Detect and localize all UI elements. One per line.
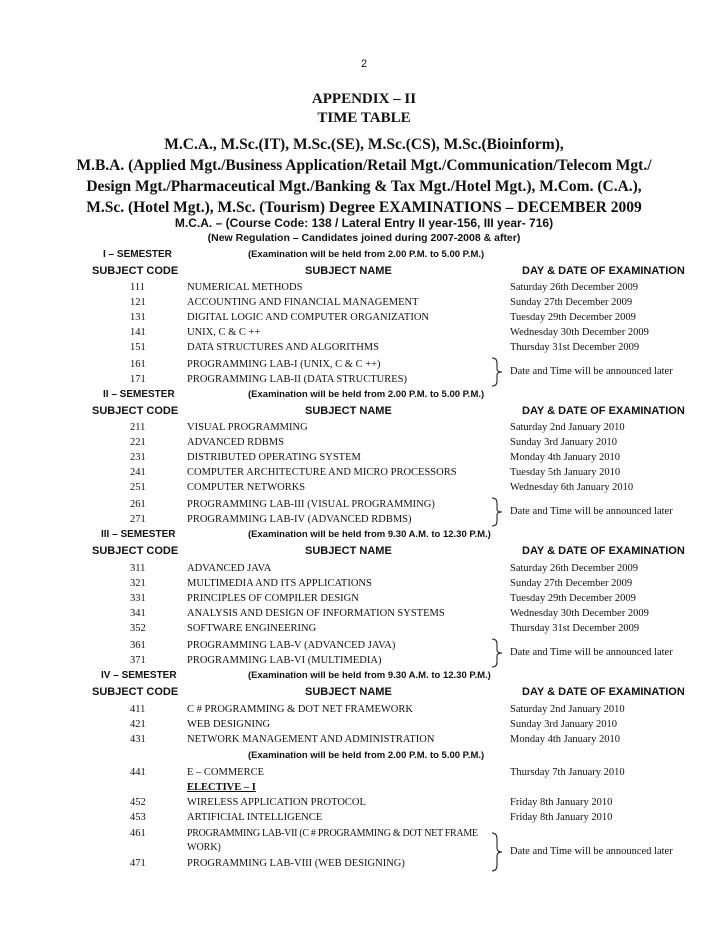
exam-date: Saturday 2nd January 2010 (510, 422, 625, 433)
subject-code: 331 (130, 593, 146, 604)
subject-name: PROGRAMMING LAB-VII (C # PROGRAMMING & DOT NET FRAME (187, 828, 478, 839)
subject-name: COMPUTER NETWORKS (187, 482, 306, 493)
subject-code: 352 (130, 623, 146, 634)
subject-name: DATA STRUCTURES AND ALGORITHMS (187, 342, 379, 353)
subject-code: 131 (130, 312, 146, 323)
exam-date: Tuesday 5th January 2010 (510, 467, 621, 478)
subject-code: 231 (130, 452, 146, 463)
subject-code: 161 (130, 359, 146, 370)
regulation-line: (New Regulation – Candidates joined during 2007-2008 & after) (207, 232, 521, 244)
semester-label: IV – SEMESTER (101, 670, 177, 681)
header-subject-name: SUBJECT NAME (305, 405, 392, 417)
exam-date: Sunday 3rd January 2010 (510, 437, 618, 448)
subject-code: 121 (130, 297, 146, 308)
subject-code: 471 (130, 858, 146, 869)
exam-date: Saturday 2nd January 2010 (510, 704, 625, 715)
subject-code: 461 (130, 828, 146, 839)
subject-name: DIGITAL LOGIC AND COMPUTER ORGANIZATION (187, 312, 430, 323)
header-subject-name: SUBJECT NAME (305, 545, 392, 557)
timetable-title: TIME TABLE (317, 110, 411, 126)
subject-name: ACCOUNTING AND FINANCIAL MANAGEMENT (187, 297, 419, 308)
header-subject-code: SUBJECT CODE (92, 265, 179, 277)
subject-code: 361 (130, 640, 146, 651)
subject-name: C # PROGRAMMING & DOT NET FRAMEWORK (187, 704, 413, 715)
exam-time-note: (Examination will be held from 2.00 P.M. to 5.00 P.M.) (248, 389, 485, 400)
exam-date: Tuesday 29th December 2009 (510, 593, 636, 604)
right-brace-icon (490, 832, 506, 872)
exam-date: Tuesday 29th December 2009 (510, 312, 636, 323)
exam-time-note: (Examination will be held from 9.30 A.M. to 12.30 P.M.) (248, 529, 491, 540)
degree-line: M.C.A., M.Sc.(IT), M.Sc.(SE), M.Sc.(CS), M.Sc.(Bioinform), (164, 136, 564, 153)
degree-line: M.Sc. (Hotel Mgt.), M.Sc. (Tourism) Degree EXAMINATIONS – DECEMBER 2009 (86, 199, 642, 216)
subject-code: 411 (130, 704, 146, 715)
subject-code: 251 (130, 482, 146, 493)
exam-date: Saturday 26th December 2009 (510, 282, 639, 293)
subject-name: PROGRAMMING LAB-V (ADVANCED JAVA) (187, 640, 396, 651)
header-exam-date: DAY & DATE OF EXAMINATION (522, 686, 685, 698)
subject-name-continued: WORK) (187, 842, 221, 853)
header-subject-code: SUBJECT CODE (92, 405, 179, 417)
exam-date: Monday 4th January 2010 (510, 734, 620, 745)
exam-time-note: (Examination will be held from 9.30 A.M. to 12.30 P.M.) (248, 670, 491, 681)
subject-name: UNIX, C & C ++ (187, 327, 261, 338)
subject-code: 261 (130, 499, 146, 510)
subject-code: 221 (130, 437, 146, 448)
semester-label: I – SEMESTER (103, 249, 172, 260)
subject-name: ADVANCED RDBMS (187, 437, 284, 448)
subject-name: ADVANCED JAVA (187, 563, 272, 574)
header-subject-name: SUBJECT NAME (305, 686, 392, 698)
header-exam-date: DAY & DATE OF EXAMINATION (522, 545, 685, 557)
subject-code: 111 (130, 282, 145, 293)
header-exam-date: DAY & DATE OF EXAMINATION (522, 405, 685, 417)
subject-name: E – COMMERCE (187, 767, 265, 778)
subject-name: MULTIMEDIA AND ITS APPLICATIONS (187, 578, 372, 589)
exam-date: Wednesday 30th December 2009 (510, 608, 649, 619)
semester-label: II – SEMESTER (103, 389, 175, 400)
header-subject-code: SUBJECT CODE (92, 545, 179, 557)
subject-name: PROGRAMMING LAB-II (DATA STRUCTURES) (187, 374, 407, 385)
subject-code: 452 (130, 797, 146, 808)
subject-code: 321 (130, 578, 146, 589)
exam-date: Thursday 31st December 2009 (510, 342, 640, 353)
subject-name: ANALYSIS AND DESIGN OF INFORMATION SYSTEMS (187, 608, 445, 619)
header-exam-date: DAY & DATE OF EXAMINATION (522, 265, 685, 277)
exam-date: Monday 4th January 2010 (510, 452, 620, 463)
header-subject-code: SUBJECT CODE (92, 686, 179, 698)
subject-name: PRINCIPLES OF COMPILER DESIGN (187, 593, 359, 604)
subject-code: 151 (130, 342, 146, 353)
subject-name: PROGRAMMING LAB-VIII (WEB DESIGNING) (187, 858, 405, 869)
exam-date: Friday 8th January 2010 (510, 797, 613, 808)
exam-date: Thursday 31st December 2009 (510, 623, 640, 634)
exam-date: Wednesday 30th December 2009 (510, 327, 649, 338)
exam-date: Friday 8th January 2010 (510, 812, 613, 823)
subject-code: 311 (130, 563, 146, 574)
right-brace-icon (490, 357, 506, 387)
subject-code: 441 (130, 767, 146, 778)
exam-date: Saturday 26th December 2009 (510, 563, 639, 574)
subject-name: VISUAL PROGRAMMING (187, 422, 308, 433)
subject-name: WEB DESIGNING (187, 719, 271, 730)
announced-later-text: Date and Time will be announced later (510, 366, 673, 377)
subject-code: 421 (130, 719, 146, 730)
subject-name: PROGRAMMING LAB-III (VISUAL PROGRAMMING) (187, 499, 435, 510)
announced-later-text: Date and Time will be announced later (510, 506, 673, 517)
exam-date: Sunday 27th December 2009 (510, 297, 633, 308)
subject-name: SOFTWARE ENGINEERING (187, 623, 317, 634)
header-subject-name: SUBJECT NAME (305, 265, 392, 277)
subject-code: 431 (130, 734, 146, 745)
exam-date: Sunday 3rd January 2010 (510, 719, 618, 730)
subject-code: 171 (130, 374, 146, 385)
subject-code: 453 (130, 812, 146, 823)
subject-code: 371 (130, 655, 146, 666)
announced-later-text: Date and Time will be announced later (510, 846, 673, 857)
exam-date: Sunday 27th December 2009 (510, 578, 633, 589)
subject-name: WIRELESS APPLICATION PROTOCOL (187, 797, 366, 808)
course-line: M.C.A. – (Course Code: 138 / Lateral Entry II year-156, III year- 716) (174, 216, 554, 230)
subject-code: 141 (130, 327, 146, 338)
exam-time-note: (Examination will be held from 2.00 P.M. to 5.00 P.M.) (248, 249, 485, 260)
right-brace-icon (490, 638, 506, 668)
subject-name: ARTIFICIAL INTELLIGENCE (187, 812, 323, 823)
subject-code: 271 (130, 514, 146, 525)
announced-later-text: Date and Time will be announced later (510, 647, 673, 658)
right-brace-icon (490, 497, 506, 527)
exam-date: Thursday 7th January 2010 (510, 767, 625, 778)
subject-name: PROGRAMMING LAB-IV (ADVANCED RDBMS) (187, 514, 412, 525)
elective-heading: ELECTIVE – I (187, 782, 256, 793)
subject-name: PROGRAMMING LAB-I (UNIX, C & C ++) (187, 359, 381, 370)
subject-code: 241 (130, 467, 146, 478)
subject-name: DISTRIBUTED OPERATING SYSTEM (187, 452, 361, 463)
page-number: 2 (360, 58, 368, 70)
subject-name: NUMERICAL METHODS (187, 282, 303, 293)
subject-name: NETWORK MANAGEMENT AND ADMINISTRATION (187, 734, 435, 745)
subject-code: 341 (130, 608, 146, 619)
subject-code: 211 (130, 422, 146, 433)
degree-line: Design Mgt./Pharmaceutical Mgt./Banking & Tax Mgt./Hotel Mgt.), M.Com. (C.A.), (86, 178, 642, 195)
appendix-title: APPENDIX – II (311, 91, 417, 107)
exam-time-note: (Examination will be held from 2.00 P.M. to 5.00 P.M.) (248, 750, 485, 761)
exam-date: Wednesday 6th January 2010 (510, 482, 634, 493)
subject-name: COMPUTER ARCHITECTURE AND MICRO PROCESSORS (187, 467, 457, 478)
subject-name: PROGRAMMING LAB-VI (MULTIMEDIA) (187, 655, 382, 666)
semester-label: III – SEMESTER (101, 529, 176, 540)
degree-line: M.B.A. (Applied Mgt./Business Application/Retail Mgt./Communication/Telecom Mgt./ (76, 157, 652, 174)
